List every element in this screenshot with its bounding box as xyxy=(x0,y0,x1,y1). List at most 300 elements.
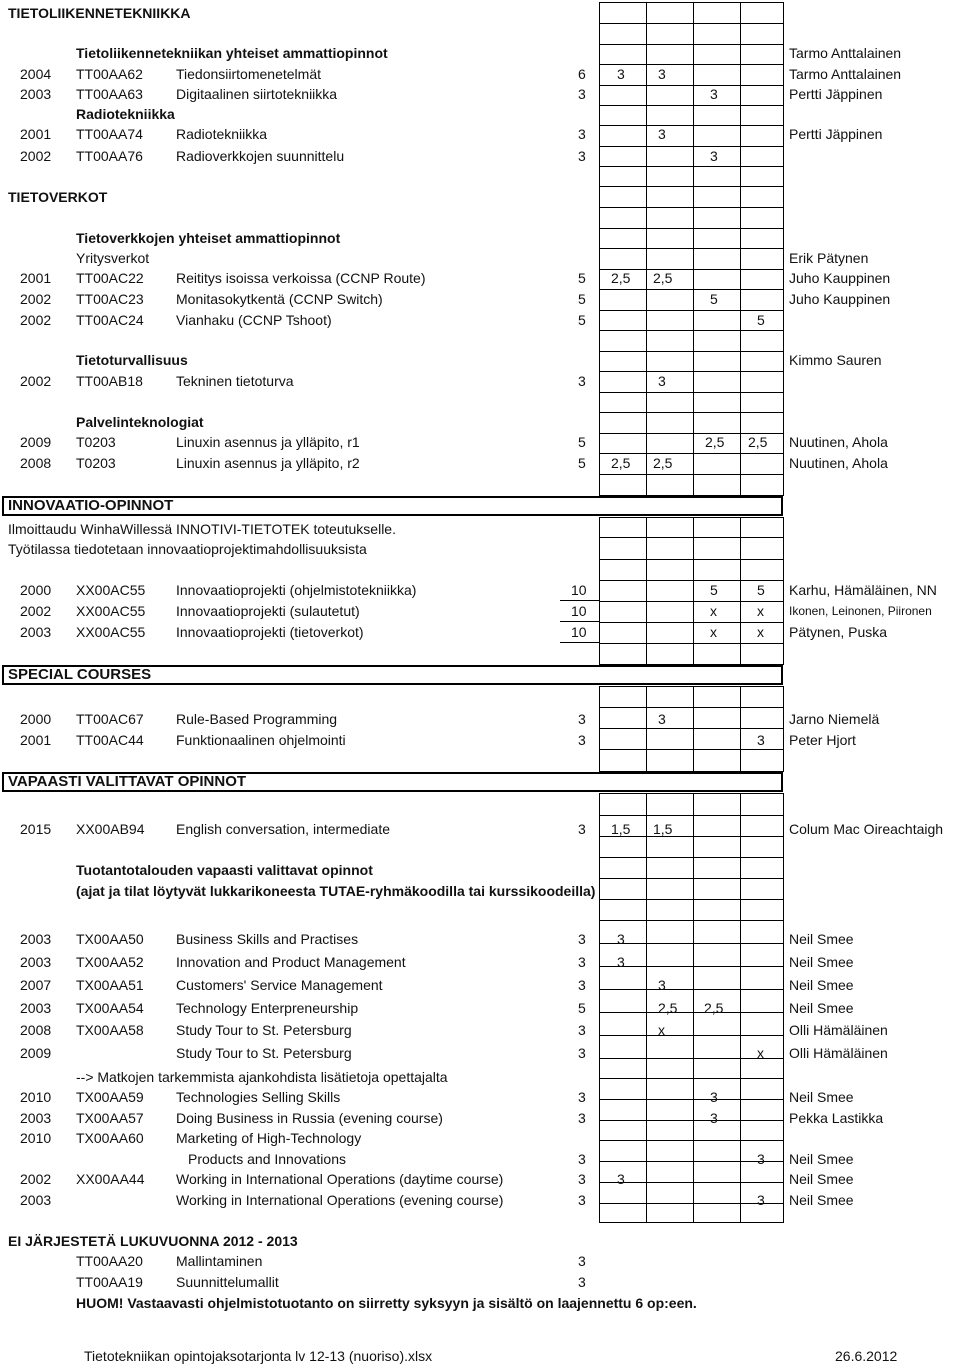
row-period-2: 2,5 xyxy=(653,270,673,286)
period-cell xyxy=(693,878,741,900)
row-name-continued: Products and Innovations xyxy=(188,1151,346,1167)
row-credits: 3 xyxy=(578,1253,586,1269)
period-cell xyxy=(646,1182,694,1204)
period-cell xyxy=(599,207,647,229)
row-period-2: 3 xyxy=(658,126,666,142)
period-cell xyxy=(740,23,784,45)
row-year: 2010 xyxy=(20,1130,52,1146)
row-credits: 3 xyxy=(578,732,586,748)
period-cell xyxy=(693,920,741,944)
row-period-4: 3 xyxy=(757,1151,765,1167)
period-cell xyxy=(693,1058,741,1079)
row-name: Technology Enterpreneurship xyxy=(176,1000,359,1016)
period-cell xyxy=(693,707,741,729)
period-cell xyxy=(740,474,784,496)
period-cell xyxy=(599,989,647,1013)
row-teacher: Neil Smee xyxy=(789,931,854,947)
row-period-1: 2,5 xyxy=(611,270,631,286)
period-cell xyxy=(693,601,741,623)
row-year: 2008 xyxy=(20,1022,52,1038)
row-period-3: 3 xyxy=(710,86,718,102)
period-cell xyxy=(693,453,741,475)
row-code: T0203 xyxy=(76,455,116,471)
period-cell xyxy=(693,412,741,434)
period-cell xyxy=(693,1203,741,1223)
row-teacher: Pätynen, Puska xyxy=(789,624,888,640)
matkojen-note: --> Matkojen tarkemmista ajankohdista lisätietoja opettajalta xyxy=(76,1069,448,1085)
row-period-3: 3 xyxy=(710,148,718,164)
row-period-3: x xyxy=(710,624,717,640)
section-special: SPECIAL COURSES xyxy=(8,666,152,683)
period-cell xyxy=(693,1140,741,1162)
row-teacher: Nuutinen, Ahola xyxy=(789,434,888,450)
period-cell xyxy=(693,815,741,837)
period-cell xyxy=(646,836,694,858)
row-name: Funktionaalinen ohjelmointi xyxy=(176,732,346,748)
period-cell xyxy=(599,622,647,644)
row-name: Study Tour to St. Petersburg xyxy=(176,1022,352,1038)
row-credits: 5 xyxy=(578,291,586,307)
period-cell xyxy=(599,289,647,311)
row-year: 2003 xyxy=(20,1000,52,1016)
row-code: TT00AC24 xyxy=(76,312,144,328)
row-period-2: 3 xyxy=(658,711,666,727)
row-period-3: 5 xyxy=(710,291,718,307)
group-tietoturvallisuus-teacher: Kimmo Sauren xyxy=(789,352,882,368)
row-year: 2002 xyxy=(20,603,52,619)
period-cell xyxy=(646,248,694,270)
row-code: TX00AA54 xyxy=(76,1000,144,1016)
row-period-4: 2,5 xyxy=(748,434,768,450)
period-cell xyxy=(693,23,741,45)
period-cell xyxy=(740,1012,784,1036)
row-name: Rule-Based Programming xyxy=(176,711,338,727)
period-cell xyxy=(693,622,741,644)
row-name: Working in International Operations (daytime course) xyxy=(176,1171,504,1187)
period-cell xyxy=(646,793,694,816)
row-year: 2003 xyxy=(20,86,52,102)
period-cell xyxy=(599,85,647,106)
period-cell xyxy=(599,1035,647,1059)
period-cell xyxy=(646,1203,694,1223)
period-cell xyxy=(693,351,741,372)
footer-filename: Tietotekniikan opintojaksotarjonta lv 12-13 (nuoriso).xlsx xyxy=(84,1348,433,1364)
row-year: 2001 xyxy=(20,732,52,748)
period-cell xyxy=(646,899,694,921)
row-period-1: 3 xyxy=(617,954,625,970)
row-period-2: 2,5 xyxy=(658,1000,678,1016)
group-tl-yhteiset: Tietoliikennetekniikan yhteiset ammattiopinnot xyxy=(76,45,388,61)
period-cell xyxy=(646,1058,694,1079)
period-cell xyxy=(599,351,647,372)
period-cell xyxy=(740,815,784,837)
row-credits: 3 xyxy=(578,1089,586,1105)
row-code: TT00AC44 xyxy=(76,732,144,748)
row-name: Study Tour to St. Petersburg xyxy=(176,1045,352,1061)
period-cell xyxy=(693,643,741,665)
row-code: TT00AA76 xyxy=(76,148,143,164)
period-cell xyxy=(740,125,784,147)
period-cell xyxy=(693,899,741,921)
row-teacher: Neil Smee xyxy=(789,1151,854,1167)
row-period-3: 5 xyxy=(710,582,718,598)
row-teacher: Colum Mac Oireachtaigh xyxy=(789,821,944,837)
period-cell xyxy=(646,707,694,729)
period-cell xyxy=(599,1140,647,1162)
period-cell xyxy=(599,707,647,729)
row-year: 2010 xyxy=(20,1089,52,1105)
row-name: Technologies Selling Skills xyxy=(176,1089,341,1105)
row-name: English conversation, intermediate xyxy=(176,821,391,837)
row-year: 2003 xyxy=(20,931,52,947)
row-code: XX00AC55 xyxy=(76,582,146,598)
period-cell xyxy=(599,248,647,270)
cell-underline xyxy=(560,642,600,643)
period-cell xyxy=(599,517,647,538)
row-name: Tiedonsiirtomenetelmät xyxy=(176,66,321,82)
row-code: XX00AC55 xyxy=(76,624,146,640)
period-cell xyxy=(599,433,647,454)
period-cell xyxy=(740,371,784,393)
period-cell xyxy=(646,943,694,967)
row-name: Customers' Service Management xyxy=(176,977,383,993)
row-credits: 3 xyxy=(578,86,586,102)
row-credits: 10 xyxy=(571,603,587,619)
row-code: XX00AB94 xyxy=(76,821,145,837)
period-cell xyxy=(740,1099,784,1121)
period-cell xyxy=(646,749,694,772)
row-name: Digitaalinen siirtotekniikka xyxy=(176,86,338,102)
period-cell xyxy=(740,392,784,413)
row-credits: 3 xyxy=(578,1045,586,1061)
period-cell xyxy=(599,878,647,900)
period-cell xyxy=(599,23,647,45)
period-cell xyxy=(646,412,694,434)
period-cell xyxy=(599,125,647,147)
row-teacher: Neil Smee xyxy=(789,977,854,993)
period-cell xyxy=(599,857,647,879)
period-cell xyxy=(599,537,647,560)
row-teacher: Nuutinen, Ahola xyxy=(789,455,888,471)
row-credits: 10 xyxy=(571,624,587,640)
row-code: TT00AC22 xyxy=(76,270,144,286)
row-period-4: x xyxy=(757,603,764,619)
row-period-2: 2,5 xyxy=(653,455,673,471)
period-cell xyxy=(740,351,784,372)
period-cell xyxy=(740,207,784,229)
row-name: Doing Business in Russia (evening course) xyxy=(176,1110,443,1126)
period-cell xyxy=(740,966,784,990)
period-cell xyxy=(646,433,694,454)
period-cell xyxy=(599,412,647,434)
period-cell xyxy=(646,207,694,229)
period-cell xyxy=(646,105,694,126)
innovaatio-note-2: Työtilassa tiedotetaan innovaatioprojektimahdollisuuksista xyxy=(8,541,367,557)
row-code: TT00AA20 xyxy=(76,1253,143,1269)
row-year: 2007 xyxy=(20,977,52,993)
row-name: Radioverkkojen suunnittelu xyxy=(176,148,345,164)
period-cell xyxy=(740,920,784,944)
section-innovaatio: INNOVAATIO-OPINNOT xyxy=(8,497,174,514)
row-teacher: Neil Smee xyxy=(789,1192,854,1208)
period-cell xyxy=(693,474,741,496)
row-code: TX00AA52 xyxy=(76,954,144,970)
period-cell xyxy=(646,622,694,644)
period-cell xyxy=(646,85,694,106)
period-cell xyxy=(740,64,784,86)
period-cell xyxy=(599,749,647,772)
period-cell xyxy=(740,228,784,249)
period-cell xyxy=(599,686,647,708)
row-name: Working in International Operations (evening course) xyxy=(176,1192,504,1208)
cell-underline xyxy=(560,600,600,601)
row-year: 2002 xyxy=(20,1171,52,1187)
row-credits: 3 xyxy=(578,977,586,993)
period-cell xyxy=(740,453,784,475)
period-cell xyxy=(599,44,647,65)
row-period-1: 1,5 xyxy=(611,821,631,837)
period-cell xyxy=(740,2,784,24)
row-year: 2000 xyxy=(20,711,52,727)
period-cell xyxy=(646,643,694,665)
row-year: 2000 xyxy=(20,582,52,598)
period-cell xyxy=(740,989,784,1013)
period-cell xyxy=(646,166,694,187)
row-period-2: 3 xyxy=(658,373,666,389)
period-cell xyxy=(693,966,741,990)
period-cell xyxy=(646,44,694,65)
row-credits: 3 xyxy=(578,1022,586,1038)
period-cell xyxy=(740,186,784,208)
period-cell xyxy=(599,105,647,126)
period-cell xyxy=(693,559,741,581)
period-cell xyxy=(693,330,741,352)
row-period-4: x xyxy=(757,1045,764,1061)
period-cell xyxy=(599,728,647,750)
row-period-3: x xyxy=(710,603,717,619)
period-cell xyxy=(693,269,741,290)
row-teacher: Juho Kauppinen xyxy=(789,270,891,286)
row-teacher: Pekka Lastikka xyxy=(789,1110,884,1126)
period-cell xyxy=(646,351,694,372)
period-cell xyxy=(693,537,741,560)
row-code: TX00AA50 xyxy=(76,931,144,947)
period-cell xyxy=(646,878,694,900)
period-cell xyxy=(740,105,784,126)
group-palvelin: Palvelinteknologiat xyxy=(76,414,204,430)
period-cell xyxy=(693,105,741,126)
period-cell xyxy=(693,686,741,708)
period-cell xyxy=(693,248,741,270)
section-tietoverkot: TIETOVERKOT xyxy=(8,189,108,205)
row-name: Linuxin asennus ja ylläpito, r1 xyxy=(176,434,360,450)
row-credits: 3 xyxy=(578,711,586,727)
group-yritysverkot-teacher: Erik Pätynen xyxy=(789,250,869,266)
section-vapaasti: VAPAASTI VALITTAVAT OPINNOT xyxy=(8,773,247,790)
period-cell xyxy=(693,186,741,208)
period-cell xyxy=(646,146,694,167)
row-name: Innovaatioprojekti (sulautetut) xyxy=(176,603,360,619)
row-name: Innovation and Product Management xyxy=(176,954,406,970)
row-code: XX00AC55 xyxy=(76,603,146,619)
row-name: Innovaatioprojekti (ohjelmistotekniikka) xyxy=(176,582,417,598)
period-cell xyxy=(740,643,784,665)
row-teacher: Jarno Niemelä xyxy=(789,711,880,727)
row-credits: 5 xyxy=(578,270,586,286)
period-cell xyxy=(740,85,784,106)
row-year: 2001 xyxy=(20,270,52,286)
row-code: TX00AA51 xyxy=(76,977,144,993)
row-year: 2001 xyxy=(20,126,52,142)
period-cell xyxy=(646,728,694,750)
row-teacher: Pertti Jäppinen xyxy=(789,126,883,142)
row-code: TT00AC23 xyxy=(76,291,144,307)
row-period-3: 3 xyxy=(710,1089,718,1105)
row-year: 2004 xyxy=(20,66,52,82)
period-cell xyxy=(646,474,694,496)
row-year: 2009 xyxy=(20,434,52,450)
period-cell xyxy=(693,1161,741,1183)
period-cell xyxy=(693,228,741,249)
period-cell xyxy=(740,836,784,858)
period-cell xyxy=(740,330,784,352)
period-cell xyxy=(693,44,741,65)
section-ei: EI JÄRJESTETÄ LUKUVUONNA 2012 - 2013 xyxy=(8,1233,298,1249)
row-name: Reititys isoissa verkoissa (CCNP Route) xyxy=(176,270,426,286)
row-code: TX00AA57 xyxy=(76,1110,144,1126)
period-cell xyxy=(740,559,784,581)
period-cell xyxy=(740,412,784,434)
period-cell xyxy=(740,707,784,729)
row-code: TT00AB18 xyxy=(76,373,143,389)
period-cell xyxy=(646,392,694,413)
period-cell xyxy=(693,749,741,772)
period-cell xyxy=(646,330,694,352)
period-cell xyxy=(599,559,647,581)
period-cell xyxy=(693,1035,741,1059)
period-cell xyxy=(646,966,694,990)
period-cell xyxy=(646,580,694,602)
period-cell xyxy=(599,1058,647,1079)
period-cell xyxy=(599,1078,647,1100)
row-teacher: Ikonen, Leinonen, Piironen xyxy=(789,604,932,618)
row-teacher: Olli Hämäläinen xyxy=(789,1022,888,1038)
group-tietoturvallisuus: Tietoturvallisuus xyxy=(76,352,188,368)
row-credits: 3 xyxy=(578,148,586,164)
period-cell xyxy=(693,728,741,750)
row-teacher: Karhu, Hämäläinen, NN xyxy=(789,582,937,598)
row-credits: 3 xyxy=(578,954,586,970)
row-name: Business Skills and Practises xyxy=(176,931,359,947)
row-teacher: Neil Smee xyxy=(789,1000,854,1016)
period-cell xyxy=(693,793,741,816)
period-cell xyxy=(646,289,694,311)
row-teacher: Neil Smee xyxy=(789,1089,854,1105)
row-year: 2002 xyxy=(20,291,52,307)
row-credits: 3 xyxy=(578,821,586,837)
row-period-4: 3 xyxy=(757,1192,765,1208)
period-cell xyxy=(599,371,647,393)
period-cell xyxy=(599,1203,647,1223)
row-period-4: 5 xyxy=(757,582,765,598)
row-period-3: 2,5 xyxy=(704,1000,724,1016)
period-cell xyxy=(646,125,694,147)
period-cell xyxy=(740,289,784,311)
row-code: TT00AA63 xyxy=(76,86,143,102)
row-period-2: x xyxy=(658,1022,665,1038)
row-code: TT00AC67 xyxy=(76,711,144,727)
footer-date: 26.6.2012 xyxy=(835,1348,898,1364)
row-name: Innovaatioprojekti (tietoverkot) xyxy=(176,624,364,640)
row-year: 2003 xyxy=(20,1192,52,1208)
period-cell xyxy=(599,836,647,858)
row-name: Radiotekniikka xyxy=(176,126,268,142)
row-period-2: 1,5 xyxy=(653,821,673,837)
row-teacher: Juho Kauppinen xyxy=(789,291,891,307)
row-credits: 10 xyxy=(571,582,587,598)
row-period-4: 3 xyxy=(757,732,765,748)
period-cell xyxy=(693,1182,741,1204)
row-period-3: 3 xyxy=(710,1110,718,1126)
period-cell xyxy=(693,392,741,413)
innovaatio-note-1: Ilmoittaudu WinhaWillessä INNOTIVI-TIETOTEK toteutukselle. xyxy=(8,521,396,537)
period-cell xyxy=(693,125,741,147)
period-cell xyxy=(740,517,784,538)
row-credits: 3 xyxy=(578,1171,586,1187)
row-credits: 3 xyxy=(578,1151,586,1167)
period-cell xyxy=(646,310,694,331)
row-credits: 6 xyxy=(578,66,586,82)
period-cell xyxy=(740,749,784,772)
row-credits: 5 xyxy=(578,434,586,450)
period-cell xyxy=(599,392,647,413)
row-period-1: 3 xyxy=(617,1171,625,1187)
row-name: Linuxin asennus ja ylläpito, r2 xyxy=(176,455,360,471)
row-credits: 3 xyxy=(578,1274,586,1290)
group-tuotanto: Tuotantotalouden vapaasti valittavat opinnot xyxy=(76,862,373,878)
period-cell xyxy=(646,601,694,623)
period-cell xyxy=(740,1120,784,1141)
period-cell xyxy=(646,686,694,708)
period-cell xyxy=(693,310,741,331)
period-cell xyxy=(646,1161,694,1183)
period-cell xyxy=(599,1099,647,1121)
period-cell xyxy=(740,44,784,65)
period-cell xyxy=(693,64,741,86)
row-name: Marketing of High-Technology xyxy=(176,1130,362,1146)
row-year: 2003 xyxy=(20,1110,52,1126)
group-tuotanto-note: (ajat ja tilat löytyvät lukkarikoneesta TUTAE-ryhmäkoodilla tai kurssikoodeilla) xyxy=(76,883,596,899)
period-cell xyxy=(646,186,694,208)
period-cell xyxy=(740,686,784,708)
period-cell xyxy=(599,2,647,24)
period-cell xyxy=(599,166,647,187)
row-credits: 3 xyxy=(578,1192,586,1208)
row-year: 2008 xyxy=(20,455,52,471)
row-teacher: Neil Smee xyxy=(789,954,854,970)
period-cell xyxy=(599,793,647,816)
row-code: TT00AA74 xyxy=(76,126,143,142)
row-credits: 3 xyxy=(578,931,586,947)
period-cell xyxy=(740,269,784,290)
row-year: 2003 xyxy=(20,624,52,640)
period-cell xyxy=(646,1140,694,1162)
period-cell xyxy=(646,64,694,86)
period-cell xyxy=(599,601,647,623)
row-year: 2015 xyxy=(20,821,52,837)
period-cell xyxy=(599,310,647,331)
period-cell xyxy=(599,899,647,921)
